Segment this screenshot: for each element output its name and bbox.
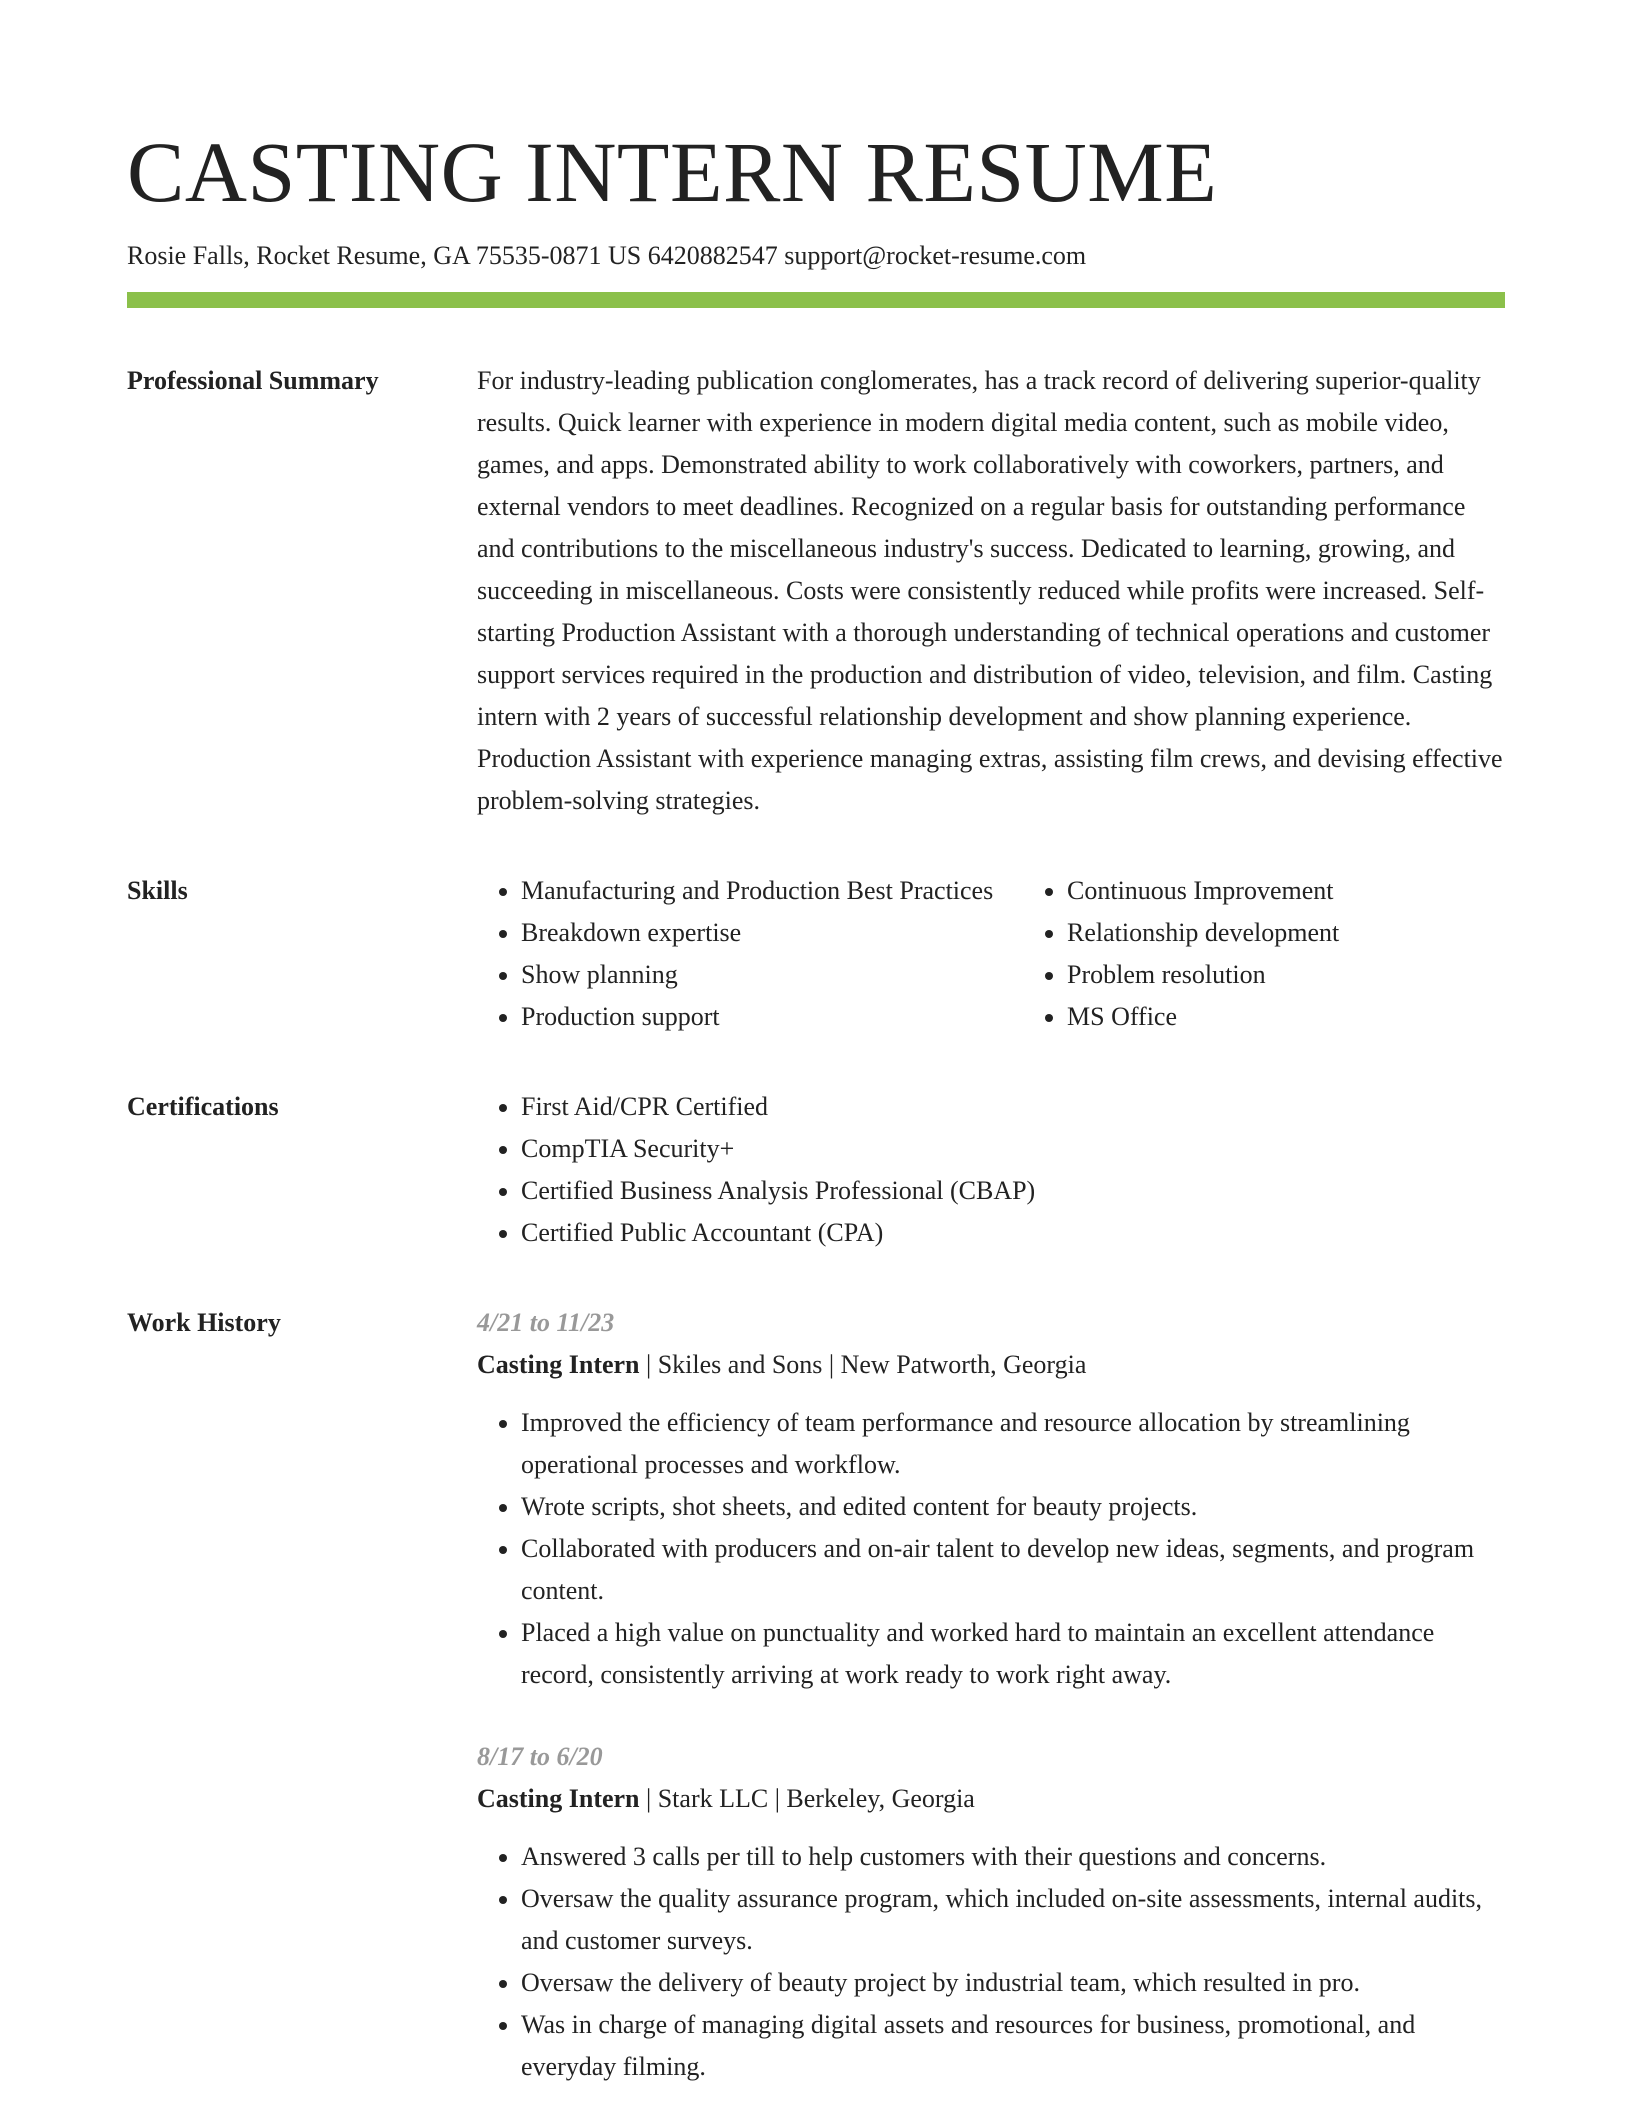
job-heading: [477, 1778, 1505, 1820]
job-bullet: • Collaborated with producers and on-air talent to develop new ideas, segments, and program content.: [521, 1528, 1505, 1612]
job-bullets: [477, 1836, 1505, 2088]
skill-item: • Continuous Improvement: [1067, 870, 1505, 912]
job-bullet: • Oversaw the delivery of beauty project by industrial team, which resulted in pro.: [521, 1962, 1505, 2004]
skill-item: • Problem resolution: [1067, 954, 1505, 996]
skill-item: • Production support: [521, 996, 1023, 1038]
skill-item: • Show planning: [521, 954, 1023, 996]
resume-title: CASTING INTERN RESUME: [127, 124, 1218, 220]
job-bullet: • Oversaw the quality assurance program, which included on-site assessments, internal audits, and customer surveys.: [521, 1878, 1505, 1962]
certifications-section: [127, 1086, 1505, 1254]
header-divider: [127, 292, 1505, 308]
job-entry: [477, 1302, 1505, 1696]
job-bullet: • Answered 3 calls per till to help customers with their questions and concerns.: [521, 1836, 1505, 1878]
skill-item: • Manufacturing and Production Best Practices: [521, 870, 1023, 912]
certification-item: • CompTIA Security+: [521, 1128, 1505, 1170]
job-bullet: • Was in charge of managing digital assets and resources for business, promotional, and everyday filming.: [521, 2004, 1505, 2088]
summary-text: For industry-leading publication conglomerates, has a track record of delivering superior-quality results. Quick learner with experience in modern digital media content, such as mobile video, games, and apps. Demonstrated ability to work collaboratively with coworkers, partners, and external vendors to meet deadlines. Recognized on a regular basis for outstanding performance and contributions to the miscellaneous industry's success. Dedicated to learning, growing, and succeeding in miscellaneous. Costs were consistently reduced while profits were increased. Self-starting Production Assistant with a thorough understanding of technical operations and customer support services required in the production and distribution of video, television, and film. Casting intern with 2 years of successful relationship development and show planning experience. Production Assistant with experience managing extras, assisting film crews, and devising effective problem-solving strategies.: [477, 366, 1503, 815]
job-heading: [477, 1344, 1505, 1386]
summary-content: [477, 360, 1505, 822]
certification-item: • First Aid/CPR Certified: [521, 1086, 1505, 1128]
job-bullet: • Placed a high value on punctuality and worked hard to maintain an excellent attendance record, consistently arriving at work ready to work right away.: [521, 1612, 1505, 1696]
certification-item: • Certified Business Analysis Professional (CBAP): [521, 1170, 1505, 1212]
job-dates: 8/17 to 6/20: [477, 1742, 603, 1771]
job-title: Casting Intern: [477, 1784, 640, 1813]
section-label-summary: Professional Summary: [127, 366, 379, 395]
skill-item: • MS Office: [1067, 996, 1505, 1038]
job-title: Casting Intern: [477, 1350, 640, 1379]
job-entry: [477, 1736, 1505, 2088]
contact-phone: 6420882547: [647, 241, 778, 270]
certification-item: • Certified Public Accountant (CPA): [521, 1212, 1505, 1254]
job-dates: 4/21 to 11/23: [477, 1308, 615, 1337]
skill-item: • Breakdown expertise: [521, 912, 1023, 954]
certifications-content: [477, 1086, 1505, 1254]
work-history-section: [127, 1302, 1505, 2088]
skills-list-left: [477, 870, 1023, 1038]
job-bullets: [477, 1402, 1505, 1696]
section-label-work-history: Work History: [127, 1308, 281, 1337]
contact-line: [127, 238, 1505, 274]
summary-section: [127, 360, 1505, 822]
skills-section: [127, 870, 1505, 1038]
job-bullet: • Improved the efficiency of team performance and resource allocation by streamlining operational processes and workflow.: [521, 1402, 1505, 1486]
work-history-content: [477, 1302, 1505, 2088]
certifications-list: [477, 1086, 1505, 1254]
contact-email: support@rocket-resume.com: [784, 241, 1087, 270]
skills-list-right: [1023, 870, 1505, 1038]
job-employer-location: | Stark LLC | Berkeley, Georgia: [639, 1784, 975, 1813]
skills-content: [477, 870, 1505, 1038]
job-bullet: • Wrote scripts, shot sheets, and edited content for beauty projects.: [521, 1486, 1505, 1528]
job-employer-location: | Skiles and Sons | New Patworth, Georgia: [639, 1350, 1087, 1379]
section-label-certifications: Certifications: [127, 1092, 279, 1121]
section-label-skills: Skills: [127, 876, 188, 905]
skill-item: • Relationship development: [1067, 912, 1505, 954]
contact-address: Rosie Falls, Rocket Resume, GA 75535-0871 US: [127, 241, 642, 270]
